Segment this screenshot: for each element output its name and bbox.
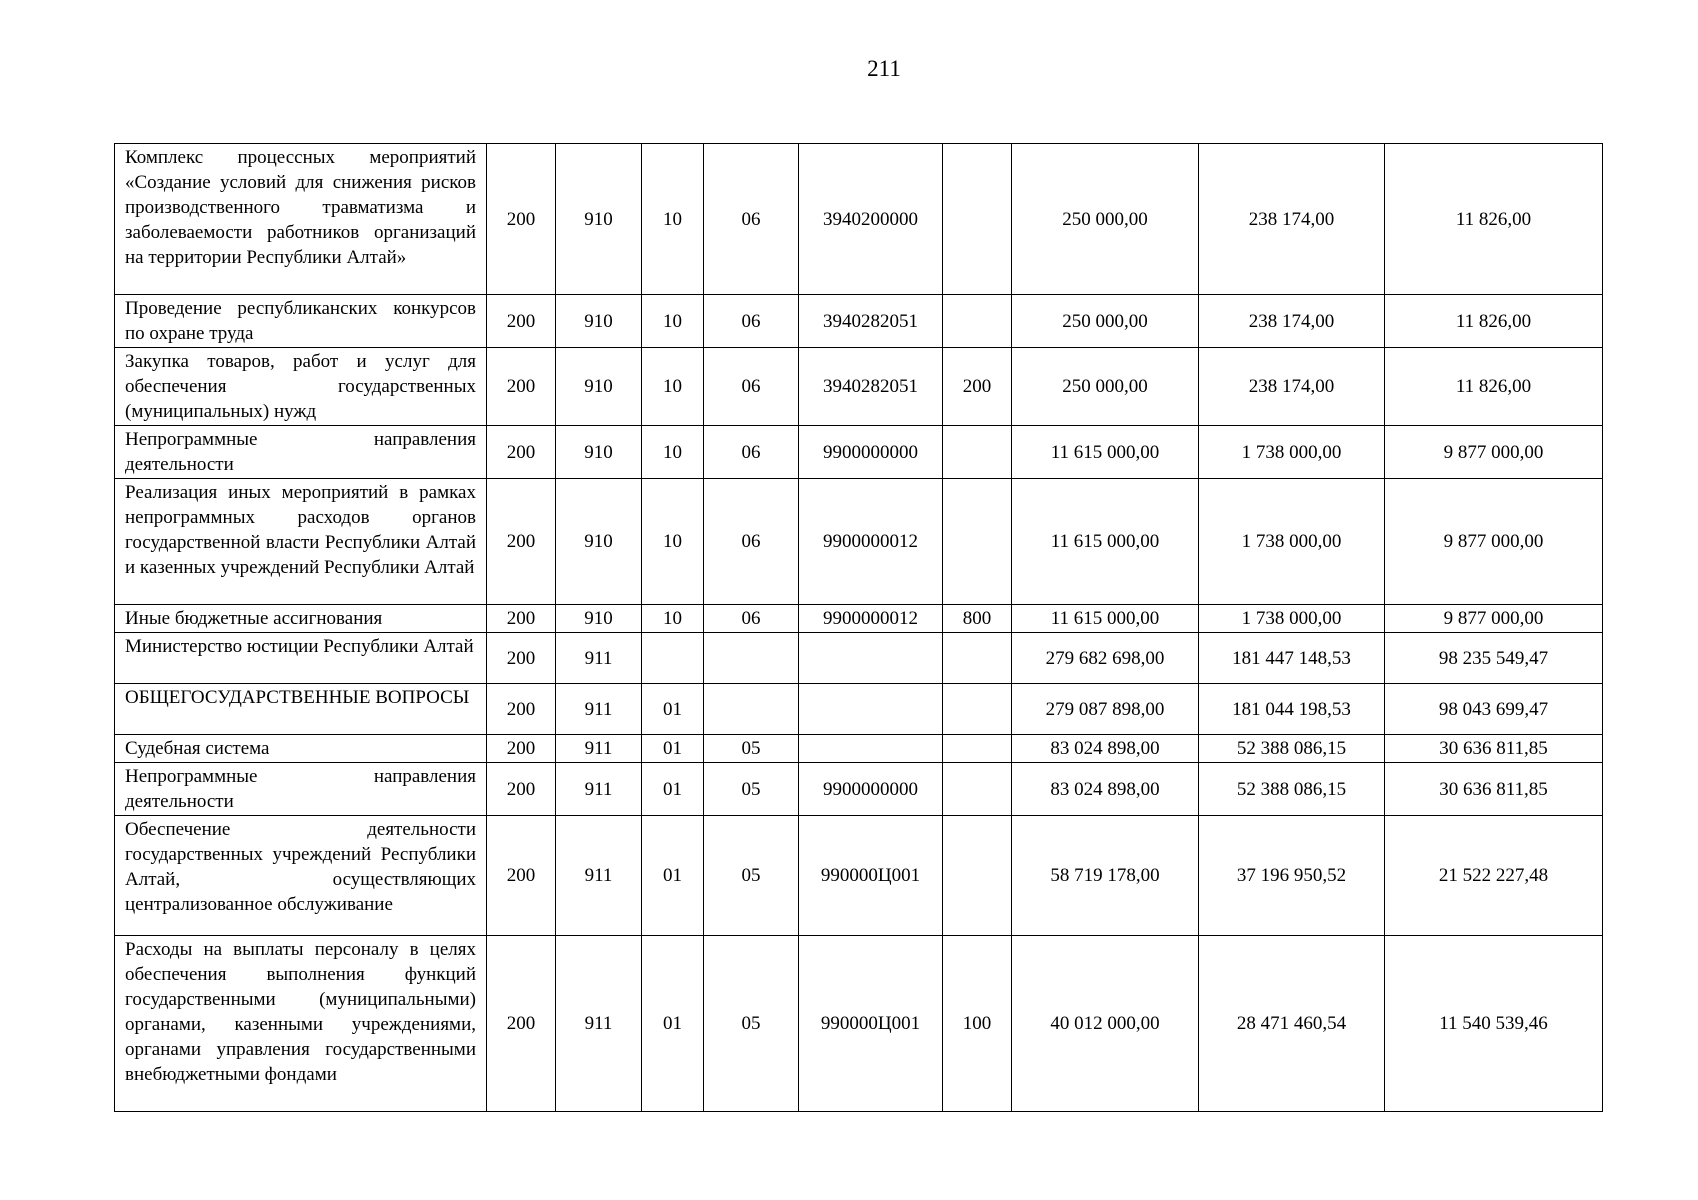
- code-subsection-cell: 06: [704, 348, 799, 426]
- code-expense-type-cell: [943, 735, 1012, 763]
- table-row: [115, 936, 1603, 1112]
- row-name-cell: Непрограммные направления деятельности: [115, 763, 487, 816]
- code-expense-type-cell: [943, 144, 1012, 295]
- amount-remaining-cell: 98 043 699,47: [1385, 684, 1603, 735]
- amount-planned-cell: 279 087 898,00: [1012, 684, 1199, 735]
- code-subsection-cell: 06: [704, 144, 799, 295]
- amount-remaining-cell: 9 877 000,00: [1385, 426, 1603, 479]
- code-expense-type-cell: [943, 426, 1012, 479]
- code-ministry-cell: 200: [487, 144, 556, 295]
- code-expense-type-cell: 100: [943, 936, 1012, 1112]
- table-row: [115, 144, 1603, 295]
- code-grbs-cell: 910: [556, 605, 642, 633]
- amount-planned-cell: 250 000,00: [1012, 295, 1199, 348]
- amount-executed-cell: 238 174,00: [1199, 348, 1385, 426]
- amount-remaining-cell: 11 826,00: [1385, 144, 1603, 295]
- code-subsection-cell: 05: [704, 763, 799, 816]
- table-row: [115, 633, 1603, 684]
- code-grbs-cell: 910: [556, 348, 642, 426]
- code-section-cell: 10: [642, 295, 704, 348]
- code-expense-type-cell: [943, 763, 1012, 816]
- row-name-cell: Судебная система: [115, 735, 487, 763]
- code-expense-type-cell: [943, 479, 1012, 605]
- amount-executed-cell: 28 471 460,54: [1199, 936, 1385, 1112]
- code-ministry-cell: 200: [487, 633, 556, 684]
- amount-executed-cell: 1 738 000,00: [1199, 479, 1385, 605]
- amount-remaining-cell: 98 235 549,47: [1385, 633, 1603, 684]
- code-grbs-cell: 911: [556, 633, 642, 684]
- amount-planned-cell: 83 024 898,00: [1012, 735, 1199, 763]
- table-row: [115, 816, 1603, 936]
- amount-remaining-cell: 11 826,00: [1385, 348, 1603, 426]
- amount-executed-cell: 238 174,00: [1199, 144, 1385, 295]
- code-target-cell: 9900000000: [799, 763, 943, 816]
- table-row: [115, 348, 1603, 426]
- code-expense-type-cell: 800: [943, 605, 1012, 633]
- code-target-cell: 3940200000: [799, 144, 943, 295]
- code-subsection-cell: 06: [704, 605, 799, 633]
- amount-planned-cell: 250 000,00: [1012, 144, 1199, 295]
- code-section-cell: 10: [642, 479, 704, 605]
- amount-planned-cell: 58 719 178,00: [1012, 816, 1199, 936]
- code-ministry-cell: 200: [487, 763, 556, 816]
- table-row: [115, 763, 1603, 816]
- row-name-cell: Закупка товаров, работ и услуг для обеспечения государственных (муниципальных) нужд: [115, 348, 487, 426]
- code-ministry-cell: 200: [487, 479, 556, 605]
- code-target-cell: [799, 735, 943, 763]
- amount-executed-cell: 1 738 000,00: [1199, 426, 1385, 479]
- amount-remaining-cell: 30 636 811,85: [1385, 763, 1603, 816]
- amount-remaining-cell: 11 826,00: [1385, 295, 1603, 348]
- code-ministry-cell: 200: [487, 684, 556, 735]
- code-grbs-cell: 910: [556, 479, 642, 605]
- code-expense-type-cell: [943, 684, 1012, 735]
- code-target-cell: 9900000012: [799, 479, 943, 605]
- code-subsection-cell: [704, 633, 799, 684]
- amount-planned-cell: 279 682 698,00: [1012, 633, 1199, 684]
- code-subsection-cell: 05: [704, 936, 799, 1112]
- table-row: [115, 426, 1603, 479]
- code-subsection-cell: 06: [704, 479, 799, 605]
- row-name-cell: Комплекс процессных мероприятий «Создание условий для снижения рисков производственного травматизма и заболеваемости работников организаций на территории Республики Алтай»: [115, 144, 487, 295]
- row-name-cell: ОБЩЕГОСУДАРСТВЕННЫЕ ВОПРОСЫ: [115, 684, 487, 735]
- page-number: 211: [867, 56, 901, 81]
- code-section-cell: 10: [642, 348, 704, 426]
- code-expense-type-cell: [943, 633, 1012, 684]
- amount-planned-cell: 83 024 898,00: [1012, 763, 1199, 816]
- code-target-cell: 9900000012: [799, 605, 943, 633]
- code-grbs-cell: 911: [556, 763, 642, 816]
- code-grbs-cell: 910: [556, 144, 642, 295]
- row-name-cell: Министерство юстиции Республики Алтай: [115, 633, 487, 684]
- code-expense-type-cell: [943, 816, 1012, 936]
- code-ministry-cell: 200: [487, 426, 556, 479]
- code-section-cell: 01: [642, 936, 704, 1112]
- code-grbs-cell: 910: [556, 295, 642, 348]
- code-target-cell: [799, 684, 943, 735]
- amount-remaining-cell: 9 877 000,00: [1385, 479, 1603, 605]
- row-name-cell: Иные бюджетные ассигнования: [115, 605, 487, 633]
- amount-executed-cell: 52 388 086,15: [1199, 763, 1385, 816]
- code-target-cell: 9900000000: [799, 426, 943, 479]
- amount-executed-cell: 181 044 198,53: [1199, 684, 1385, 735]
- code-subsection-cell: 06: [704, 426, 799, 479]
- amount-remaining-cell: 9 877 000,00: [1385, 605, 1603, 633]
- code-ministry-cell: 200: [487, 816, 556, 936]
- row-name-cell: Реализация иных мероприятий в рамках непрограммных расходов органов государственной власти Республики Алтай и казенных учреждений Республики Алтай: [115, 479, 487, 605]
- code-grbs-cell: 910: [556, 426, 642, 479]
- table-row: [115, 605, 1603, 633]
- amount-planned-cell: 40 012 000,00: [1012, 936, 1199, 1112]
- code-ministry-cell: 200: [487, 605, 556, 633]
- amount-planned-cell: 250 000,00: [1012, 348, 1199, 426]
- code-expense-type-cell: 200: [943, 348, 1012, 426]
- amount-executed-cell: 52 388 086,15: [1199, 735, 1385, 763]
- row-name-cell: Непрограммные направления деятельности: [115, 426, 487, 479]
- code-section-cell: 01: [642, 684, 704, 735]
- code-target-cell: [799, 633, 943, 684]
- amount-planned-cell: 11 615 000,00: [1012, 426, 1199, 479]
- code-grbs-cell: 911: [556, 816, 642, 936]
- code-ministry-cell: 200: [487, 936, 556, 1112]
- row-name-cell: Расходы на выплаты персоналу в целях обеспечения выполнения функций государственными (муниципальными) органами, казенными учреждениями, органами управления государственными внебюджетными фондами: [115, 936, 487, 1112]
- table-row: [115, 295, 1603, 348]
- code-ministry-cell: 200: [487, 348, 556, 426]
- table-row: [115, 735, 1603, 763]
- code-section-cell: 10: [642, 605, 704, 633]
- amount-remaining-cell: 30 636 811,85: [1385, 735, 1603, 763]
- code-target-cell: 990000Ц001: [799, 936, 943, 1112]
- code-section-cell: [642, 633, 704, 684]
- code-subsection-cell: 05: [704, 816, 799, 936]
- code-target-cell: 3940282051: [799, 295, 943, 348]
- budget-table: [114, 143, 1603, 1112]
- amount-executed-cell: 1 738 000,00: [1199, 605, 1385, 633]
- row-name-cell: Проведение республиканских конкурсов по охране труда: [115, 295, 487, 348]
- code-target-cell: 3940282051: [799, 348, 943, 426]
- amount-executed-cell: 238 174,00: [1199, 295, 1385, 348]
- amount-remaining-cell: 21 522 227,48: [1385, 816, 1603, 936]
- amount-planned-cell: 11 615 000,00: [1012, 605, 1199, 633]
- amount-executed-cell: 37 196 950,52: [1199, 816, 1385, 936]
- code-grbs-cell: 911: [556, 735, 642, 763]
- code-ministry-cell: 200: [487, 295, 556, 348]
- amount-planned-cell: 11 615 000,00: [1012, 479, 1199, 605]
- code-section-cell: 01: [642, 816, 704, 936]
- table-row: [115, 479, 1603, 605]
- row-name-cell: Обеспечение деятельности государственных учреждений Республики Алтай, осуществляющих централизованное обслуживание: [115, 816, 487, 936]
- code-section-cell: 01: [642, 763, 704, 816]
- code-grbs-cell: 911: [556, 684, 642, 735]
- code-subsection-cell: [704, 684, 799, 735]
- code-section-cell: 01: [642, 735, 704, 763]
- code-expense-type-cell: [943, 295, 1012, 348]
- code-section-cell: 10: [642, 426, 704, 479]
- code-target-cell: 990000Ц001: [799, 816, 943, 936]
- amount-remaining-cell: 11 540 539,46: [1385, 936, 1603, 1112]
- code-grbs-cell: 911: [556, 936, 642, 1112]
- code-ministry-cell: 200: [487, 735, 556, 763]
- code-subsection-cell: 06: [704, 295, 799, 348]
- amount-executed-cell: 181 447 148,53: [1199, 633, 1385, 684]
- code-section-cell: 10: [642, 144, 704, 295]
- code-subsection-cell: 05: [704, 735, 799, 763]
- table-row: [115, 684, 1603, 735]
